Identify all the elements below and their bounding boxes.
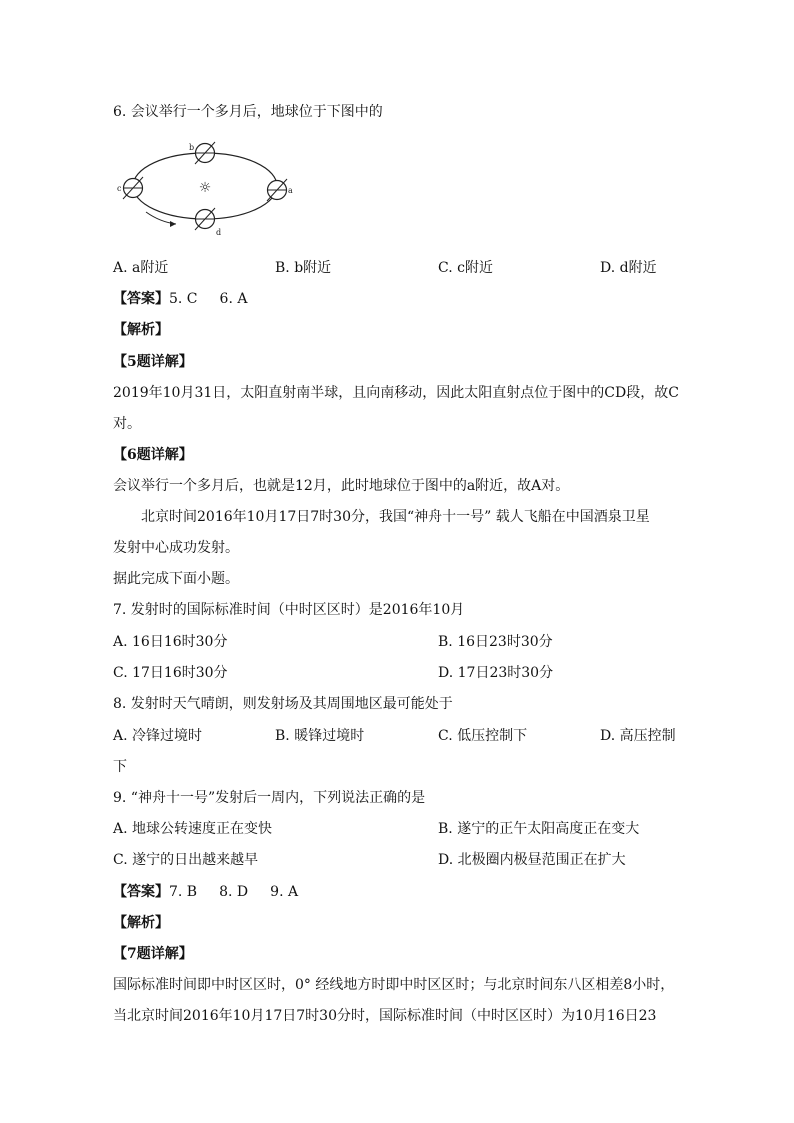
detail-5-line-1: 2019年10月31日，太阳直射南半球，且向南移动，因此太阳直射点位于图中的CD段，故C: [113, 385, 679, 401]
earth-c-icon: [123, 177, 143, 199]
detail-6-header: 【6题详解】: [113, 447, 193, 463]
q7-option-a: A. 16日16时30分: [113, 634, 228, 650]
q9-option-d: D. 北极圈内极昼范围正在扩大: [438, 852, 626, 868]
detail-5-line-2: 对。: [113, 416, 141, 432]
passage-line-1: 北京时间2016年10月17日7时30分，我国“神舟十一号” 载人飞船在中国酒泉卫星: [141, 509, 650, 525]
earth-orbit-diagram: [112, 138, 302, 238]
earth-d-icon: [195, 208, 215, 230]
label-d: d: [216, 228, 222, 237]
answer-6: 6. A: [219, 291, 248, 307]
label-c: c: [117, 184, 122, 193]
analysis-header-2: 【解析】: [113, 915, 169, 931]
earth-b-icon: [195, 142, 215, 164]
answer-line-2: [113, 882, 298, 902]
analysis-header-1: 【解析】: [113, 322, 169, 338]
answer-label: 【答案】: [113, 884, 169, 900]
answer-label: 【答案】: [113, 291, 169, 307]
q8-option-c: C. 低压控制下: [438, 728, 528, 744]
q8-option-b: B. 暖锋过境时: [275, 728, 365, 744]
label-a: a: [288, 186, 293, 195]
label-b: b: [189, 143, 195, 152]
q9-option-b: B. 遂宁的正午太阳高度正在变大: [438, 821, 640, 837]
earth-a-icon: [267, 179, 287, 201]
answer-7: 7. B: [169, 884, 198, 900]
q8-stem: 8. 发射时天气晴朗，则发射场及其周围地区最可能处于: [113, 696, 453, 712]
answer-line-1: [113, 289, 247, 309]
answer-5: 5. C: [169, 291, 198, 307]
q9-option-a: A. 地球公转速度正在变快: [113, 821, 273, 837]
detail-7-line-1: 国际标准时间即中时区区时，0° 经线地方时即中时区区时；与北京时间东八区相差8小时，: [113, 977, 675, 993]
sun-icon: ☼: [198, 180, 212, 196]
q6-stem: 6. 会议举行一个多月后，地球位于下图中的: [113, 104, 383, 120]
detail-7-header: 【7题详解】: [113, 946, 193, 962]
detail-5-header: 【5题详解】: [113, 354, 193, 370]
q8-option-a: A. 冷锋过境时: [113, 728, 203, 744]
q8-option-d: D. 高压控制: [600, 728, 676, 744]
detail-7-line-2: 当北京时间2016年10月17日7时30分时，国际标准时间（中时区区时）为10月16日23: [113, 1008, 657, 1024]
q7-option-c: C. 17日16时30分: [113, 665, 228, 681]
q8-option-d-wrap: 下: [113, 759, 127, 775]
q6-option-d: D. d附近: [600, 260, 657, 276]
q9-stem: 9. “神舟十一号”发射后一周内，下列说法正确的是: [113, 790, 426, 806]
detail-6-line-1: 会议举行一个多月后，也就是12月，此时地球位于图中的a附近，故A对。: [113, 478, 570, 494]
q6-option-c: C. c附近: [438, 260, 493, 276]
answer-8: 8. D: [219, 884, 249, 900]
q6-option-b: B. b附近: [275, 260, 332, 276]
passage-line-2: 发射中心成功发射。: [113, 540, 239, 556]
passage-line-3: 据此完成下面小题。: [113, 571, 239, 587]
q7-option-d: D. 17日23时30分: [438, 665, 554, 681]
answer-9: 9. A: [270, 884, 299, 900]
q7-option-b: B. 16日23时30分: [438, 634, 553, 650]
orbit-direction-arrow: [146, 212, 176, 227]
q9-option-c: C. 遂宁的日出越来越早: [113, 852, 259, 868]
q6-option-a: A. a附近: [113, 260, 169, 276]
q7-stem: 7. 发射时的国际标准时间（中时区区时）是2016年10月: [113, 602, 465, 618]
